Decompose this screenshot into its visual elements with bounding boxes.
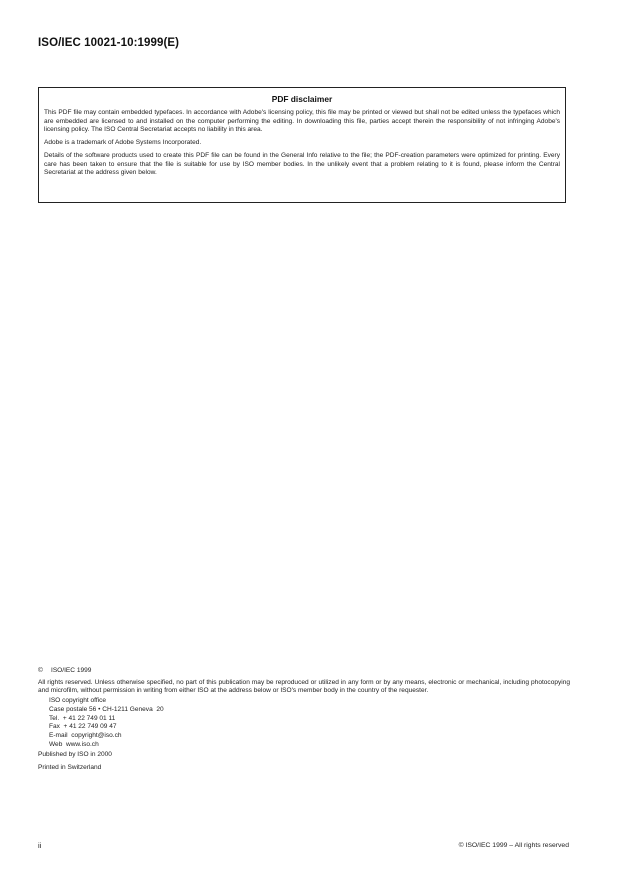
page-number: ii <box>38 841 42 850</box>
disclaimer-paragraph-trademark: Adobe is a trademark of Adobe Systems Incorporated. <box>44 139 202 147</box>
address-telephone: Tel. + 41 22 749 01 11 <box>49 714 116 722</box>
copyright-symbol: © <box>38 667 43 674</box>
pdf-disclaimer-box <box>38 87 566 203</box>
document-id-header: ISO/IEC 10021-10:1999(E) <box>38 37 180 49</box>
printed-in-line: Printed in Switzerland <box>38 764 102 772</box>
address-email: E-mail copyright@iso.ch <box>49 731 122 739</box>
published-by-line: Published by ISO in 2000 <box>38 751 112 759</box>
address-web: Web www.iso.ch <box>49 740 99 748</box>
footer-copyright-notice: © ISO/IEC 1999 – All rights reserved <box>458 842 569 849</box>
copyright-line <box>38 667 570 676</box>
copyright-block <box>38 667 570 777</box>
copyright-holder: ISO/IEC 1999 <box>51 667 92 674</box>
disclaimer-title: PDF disclaimer <box>271 94 333 104</box>
rights-reserved-paragraph: All rights reserved. Unless otherwise specified, no part of this publication may be reproduced or utilized in any form or by any means, electronic or mechanical, including photocopying and microfilm, without permission in writing from either ISO at the address below or ISO's member body in the country of the requester. <box>38 678 570 695</box>
address-postal: Case postale 56 • CH-1211 Geneva 20 <box>49 705 164 713</box>
disclaimer-paragraph-software: Details of the software products used to create this PDF file can be found in the General Info relative to the file; the PDF-creation parameters were optimized for printing. Every care has been taken to ensure that the file is suitable for use by ISO member bodies. In the unlikely event that a problem relating to it is found, please inform the Central Secretariat at the address given below. <box>44 151 560 177</box>
address-office-name: ISO copyright office <box>49 697 107 705</box>
disclaimer-paragraph-typefaces: This PDF file may contain embedded typefaces. In accordance with Adobe's licensing policy, this file may be printed or viewed but shall not be edited unless the typefaces which are embedded are licensed to and installed on the computer performing the editing. In downloading this file, parties accept therein the responsibility of not infringing Adobe's licensing policy. The ISO Central Secretariat accepts no liability in this area. <box>44 109 560 134</box>
address-fax: Fax + 41 22 749 09 47 <box>49 723 117 731</box>
copyright-office-address <box>38 697 570 749</box>
